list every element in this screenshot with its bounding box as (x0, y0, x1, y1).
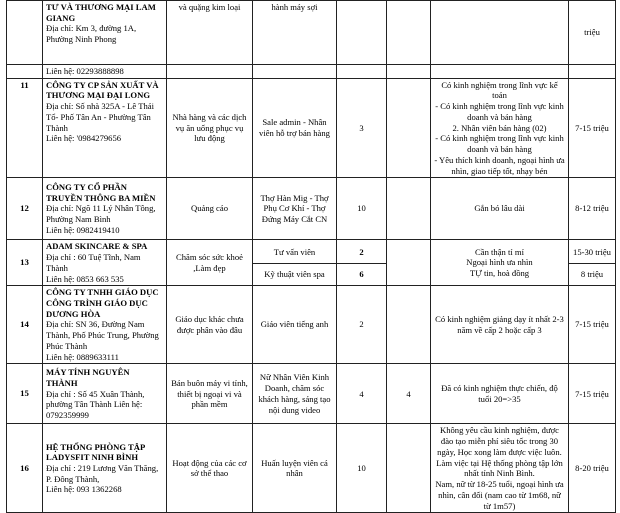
salary-cell: 8 triệu (569, 264, 616, 286)
salary-cell: 7-15 triệu (569, 286, 616, 364)
salary-cell: 15-30 triệu (569, 240, 616, 264)
company-contact: Liên hệ: 093 1362268 (46, 484, 122, 495)
company-address: Địa chỉ : Số 45 Xuân Thành, phường Tân Thành Liên hệ: 0792359999 (46, 388, 145, 421)
salary-cell: 7-15 triệu (569, 78, 616, 178)
stt-cell: 14 (7, 286, 43, 364)
company-name: TƯ VÀ THƯƠNG MẠI LAM GIANG (46, 2, 156, 23)
company-name: MÁY TÍNH NGUYÊN THÀNH (46, 367, 130, 388)
company-cell (43, 1, 167, 65)
count-cell: 10 (337, 424, 387, 513)
stt-cell: 16 (7, 424, 43, 513)
salary-cell: 7-15 triệu (569, 364, 616, 424)
company-cell (43, 178, 167, 240)
company-name: ADAM SKINCARE & SPA (46, 241, 148, 252)
stt-cell (7, 65, 43, 79)
company-address: Địa chỉ: Ngõ 11 Lý Nhân Tông, Phường Nam Bình (46, 203, 156, 225)
count-cell: 6 (337, 264, 387, 286)
count2-cell (387, 178, 431, 240)
industry-cell: Nhà hàng và các dịch vụ ăn uống phục vụ lưu động (167, 78, 253, 178)
company-name: CÔNG TY CỔ PHẦN TRUYỀN THÔNG BA MIỀN (46, 182, 156, 203)
count-cell: 4 (337, 364, 387, 424)
count-cell: 2 (337, 240, 387, 264)
table-row (7, 424, 616, 513)
company-name: CÔNG TY TNHH GIÁO DỤC CÔNG TRÌNH GIÁO DỤC DƯƠNG HÒA (46, 287, 159, 319)
requirements-cell (431, 1, 569, 65)
count2-cell (387, 424, 431, 513)
stt-cell: 12 (7, 178, 43, 240)
position-cell: Nữ Nhân Viên Kinh Doanh, chăm sóc khách hàng, sáng tạo nội dung video (253, 364, 337, 424)
count2-cell (387, 78, 431, 178)
company-name: HỆ THỐNG PHÒNG TẬP LADYSFIT NINH BÌNH (46, 441, 145, 463)
job-listing-table (6, 0, 616, 513)
position-cell: Sale admin - Nhân viên hỗ trợ bán hàng (253, 78, 337, 178)
count-cell: 3 (337, 78, 387, 178)
position-cell: Giáo viên tiếng anh (253, 286, 337, 364)
count-cell: 10 (337, 178, 387, 240)
salary-cell: 8-12 triệu (569, 178, 616, 240)
company-cell (43, 424, 167, 513)
industry-cell: Bán buôn máy vi tính, thiết bị ngoại vi và phần mềm (167, 364, 253, 424)
requirements-cell: Có kinh nghiệm giảng dạy ít nhất 2-3 năm về cấp 2 hoặc cấp 3 (431, 286, 569, 364)
company-address: Địa chỉ : 219 Lương Văn Thăng, P. Đông Thành, (46, 462, 159, 484)
table-row (7, 78, 616, 178)
company-address: Địa chỉ: Số nhà 325A - Lê Thái Tổ- Phố Tân An - Phường Tân Thành (46, 101, 154, 133)
position-cell: hành máy sợi (253, 1, 337, 65)
position-cell: Thợ Hàn Mig - Thợ Phụ Cơ Khí - Thợ Đứng Máy Cắt CN (253, 178, 337, 240)
company-address: Địa chỉ: Km 3, đường 1A, Phường Ninh Phong (46, 23, 137, 45)
industry-cell: Giáo dục khác chưa được phân vào đâu (167, 286, 253, 364)
table-row (7, 286, 616, 364)
count2-cell: 4 (387, 364, 431, 424)
count2-cell (387, 240, 431, 286)
stt-cell (7, 1, 43, 65)
count2-cell (387, 1, 431, 65)
salary-cell: triệu (569, 1, 616, 65)
company-address: Địa chỉ: SN 36, Đường Nam Thành, Phố Phúc Trung, Phường Phúc Thành (46, 319, 159, 351)
requirements-cell: Không yêu cầu kinh nghiệm, được đào tạo miễn phí siêu tốc trong 30 ngày, Học xong làm được việc luôn. Làm việc tại Hệ thống phòng tập lớn nhất tỉnh Ninh Bình. Nam, nữ từ 18-25 tuổi, ngoại hình ưa nhìn, cân đối (nam cao từ 1m68, nữ từ 1m57) (431, 424, 569, 513)
count2-cell (387, 286, 431, 364)
company-contact: Liên hệ: 02293888898 (43, 65, 167, 79)
industry-cell: Chăm sóc sức khoẻ ,Làm đẹp (167, 240, 253, 286)
table-row (7, 65, 616, 79)
salary-cell: 8-20 triệu (569, 424, 616, 513)
table-row (7, 178, 616, 240)
company-contact: Liên hệ: 0853 663 535 (46, 273, 124, 284)
company-contact: Liên hệ: 0889633111 (46, 351, 119, 362)
table-row (7, 240, 616, 264)
count-cell (337, 1, 387, 65)
requirements-cell: Cần thận tỉ mỉ Ngoại hình ưa nhìn TỰ tin, hoà đồng (431, 240, 569, 286)
company-name: CÔNG TY CP SẢN XUẤT VÀ THƯƠNG MẠI ĐẠI LONG (46, 79, 159, 101)
stt-cell: 13 (7, 240, 43, 286)
company-cell (43, 240, 167, 286)
industry-cell: Hoạt động của các cơ sở thể thao (167, 424, 253, 513)
stt-cell: 15 (7, 364, 43, 424)
table-row (7, 1, 616, 65)
company-contact: Liên hệ: '0984279656 (46, 133, 122, 144)
company-address: Địa chỉ : 60 Tuệ Tĩnh, Nam Thành (46, 252, 141, 273)
company-contact: Liên hệ: 0982419410 (46, 224, 120, 235)
company-cell (43, 78, 167, 178)
requirements-cell: Đã có kinh nghiệm thực chiến, độ tuổi 20=>35 (431, 364, 569, 424)
stt-cell: 11 (7, 78, 43, 178)
industry-cell: và quặng kim loại (167, 1, 253, 65)
position-cell: Huấn luyện viên cá nhân (253, 424, 337, 513)
table-row (7, 364, 616, 424)
requirements-cell: Có kinh nghiệm trong lĩnh vực kế toán - Có kinh nghiệm trong lĩnh vực kinh doanh và bán hàng 2. Nhân viên bán hàng (02) - Có kinh nghiệm trong lĩnh vực kinh doanh và bán hàng - Yêu thích kinh doanh, ngoại hình ưa nhìn, giao tiếp tốt, nhạy bén (431, 78, 569, 178)
company-cell (43, 364, 167, 424)
count-cell: 2 (337, 286, 387, 364)
company-cell (43, 286, 167, 364)
industry-cell: Quảng cáo (167, 178, 253, 240)
requirements-cell: Gắn bó lâu dài (431, 178, 569, 240)
position-cell: Tư vấn viên (253, 240, 337, 264)
position-cell: Kỹ thuật viên spa (253, 264, 337, 286)
